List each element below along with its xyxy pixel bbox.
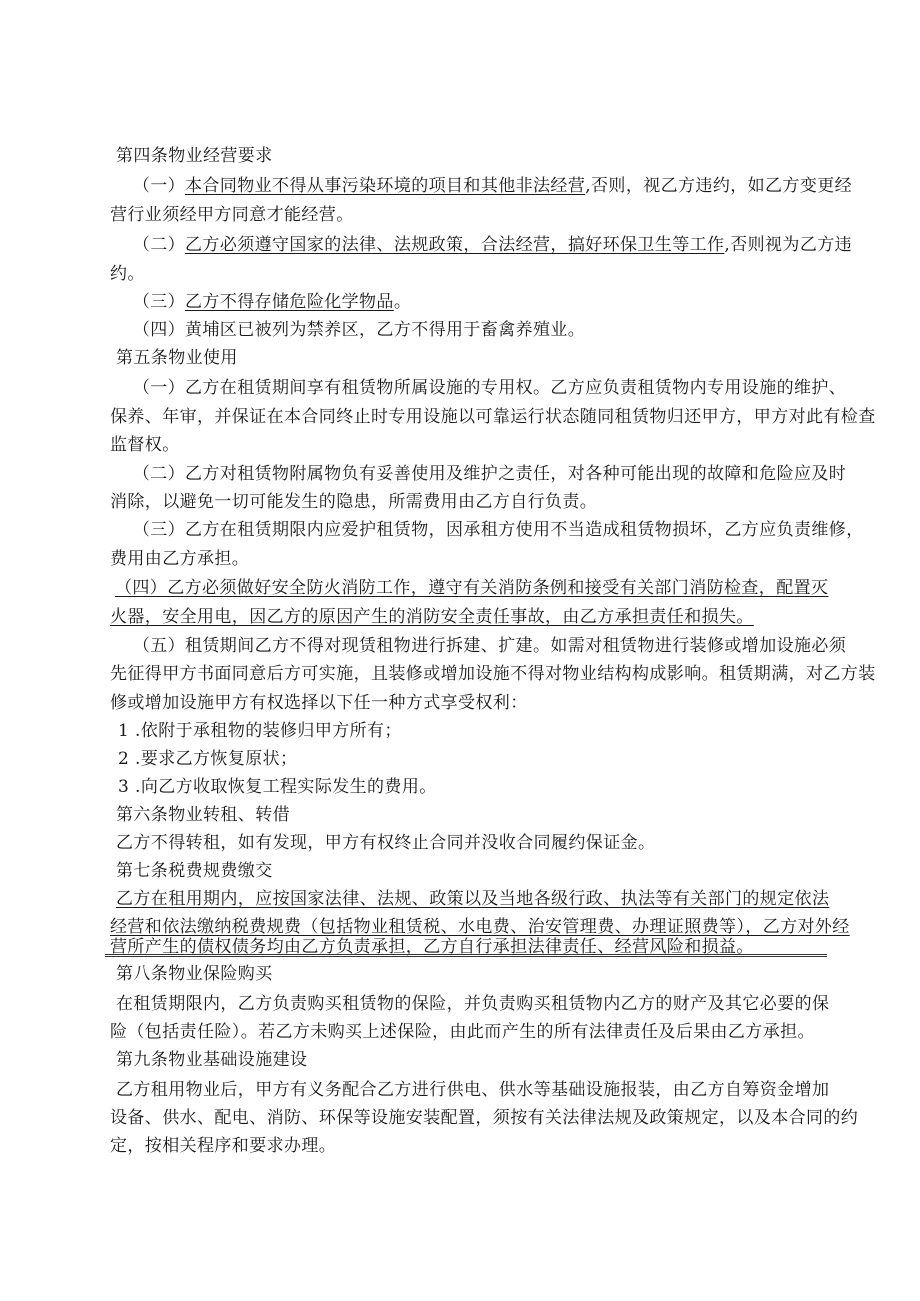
clause-number: （一） [132,176,186,196]
paragraph-line [115,576,920,600]
paragraph-line: 保养、年审，并保证在本合同终止时专用设施以可靠运行状态随同租赁物归还甲方，甲方对此有检查 [110,407,876,427]
paragraph-line [115,174,920,198]
paragraph-line: 费用由乙方承担。 [110,549,250,569]
underlined-text: 经营和依法缴纳税费规费（包括物业租赁税、水电费、治安管理费、办理证照费等），乙方对外经 [110,917,850,937]
heading-article-8: 第八条物业保险购买 [116,964,273,984]
underlined-text: （四）乙方必须做好安全防火消防工作，遵守有关消防条例和接受有关部门消防检查，配置灭 [115,578,829,598]
paragraph-line [116,887,920,911]
paragraph-line: 险（包括责任险）。若乙方未购买上述保险，由此而产生的所有法律责任及后果由乙方承担。 [110,1022,815,1042]
paragraph-line [110,605,920,629]
list-item: 2 .要求乙方恢复原状； [118,749,298,769]
paragraph-line: 设备、供水、配电、消防、环保等设施安装配置，须按有关法律法规及政策规定，以及本合同的约 [110,1108,859,1128]
clause-number: （三） [132,292,186,312]
heading-article-6: 第六条物业转租、转借 [116,805,290,825]
underlined-text: 乙方不得存储危险化学物品 [185,292,394,312]
clause-number: （二） [132,235,186,255]
paragraph-line: 修或增加设施甲方有权选择以下任一种方式享受权利： [110,693,528,713]
paragraph-line: 定，按相关程序和要求办理。 [110,1136,337,1156]
paragraph-line: 在租赁期限内，乙方负责购买租赁物的保险，并负责购买租赁物内乙方的财产及其它必要的保 [116,994,830,1014]
paragraph-line: （三）乙方在租赁期限内应爱护租赁物，因承租方使用不当造成租赁物损坏，乙方应负责维修， [132,520,864,540]
paragraph-line: （四）黄埔区已被列为禁养区，乙方不得用于畜禽养殖业。 [132,320,586,340]
underlined-text: 火器，安全用电，因乙方的原因产生的消防安全责任事故，由乙方承担责任和损失。 [110,607,754,627]
heading-article-5: 第五条物业使用 [116,348,238,368]
paragraph-line: 乙方不得转租，如有发现，甲方有权终止合同并没收合同履约保证金。 [116,833,656,853]
paragraph-line: 乙方租用物业后，甲方有义务配合乙方进行供电、供水等基础设施报装，由乙方自筹资金增加 [116,1080,830,1100]
underlined-text: 本合同物业不得从事污染环境的项目和其他非法经营 [185,176,586,196]
paragraph-line: （五）租赁期间乙方不得对现赁租物进行拆建、扩建。如需对租赁物进行装修或增加设施必须 [132,636,847,656]
paragraph-line: 营所产生的债权债务均由乙方负责承担，乙方自行承担法律责任、经营风险和损益。 [110,937,754,957]
list-item: 1 .依附于承租物的装修归甲方所有； [118,721,402,741]
paragraph-line: 先征得甲方书面同意后方可实施，且装修或增加设施不得对物业结构构成影响。租赁期满，对乙方装 [110,664,876,684]
paragraph-line [115,233,920,257]
paragraph-text: ,否则视为乙方违 [724,235,853,255]
paragraph-text: ,否则，视乙方违约，如乙方变更经 [585,176,853,196]
paragraph-line [115,290,920,314]
paragraph-line: （一）乙方在租赁期间享有租赁物所属设施的专用权。乙方应负责租赁物内专用设施的维护、 [132,378,847,398]
paragraph-text: 。 [393,292,412,312]
underlined-text: 乙方在租用期内，应按国家法律、法规、政策以及当地各级行政、执法等有关部门的规定依法 [116,889,830,909]
paragraph-line: 监督权。 [110,435,180,455]
paragraph-line: （二）乙方对租赁物附属物负有妥善使用及维护之责任，对各种可能出现的故障和危险应及时 [132,464,847,484]
heading-article-4: 第四条物业经营要求 [116,146,273,166]
list-item: 3 .向乙方收取恢复工程实际发生的费用。 [118,777,437,797]
heading-article-7: 第七条税费规费缴交 [116,861,273,881]
heading-article-9: 第九条物业基础设施建设 [116,1050,308,1070]
paragraph-line: 营行业须经甲方同意才能经营。 [110,205,354,225]
paragraph-line: 消除，以避免一切可能发生的隐患，所需费用由乙方自行负责。 [110,492,598,512]
paragraph-line: 约。 [110,264,145,284]
underlined-text: 乙方必须遵守国家的法律、法规政策，合法经营，搞好环保卫生等工作 [185,235,725,255]
double-underline-rule [105,954,827,957]
